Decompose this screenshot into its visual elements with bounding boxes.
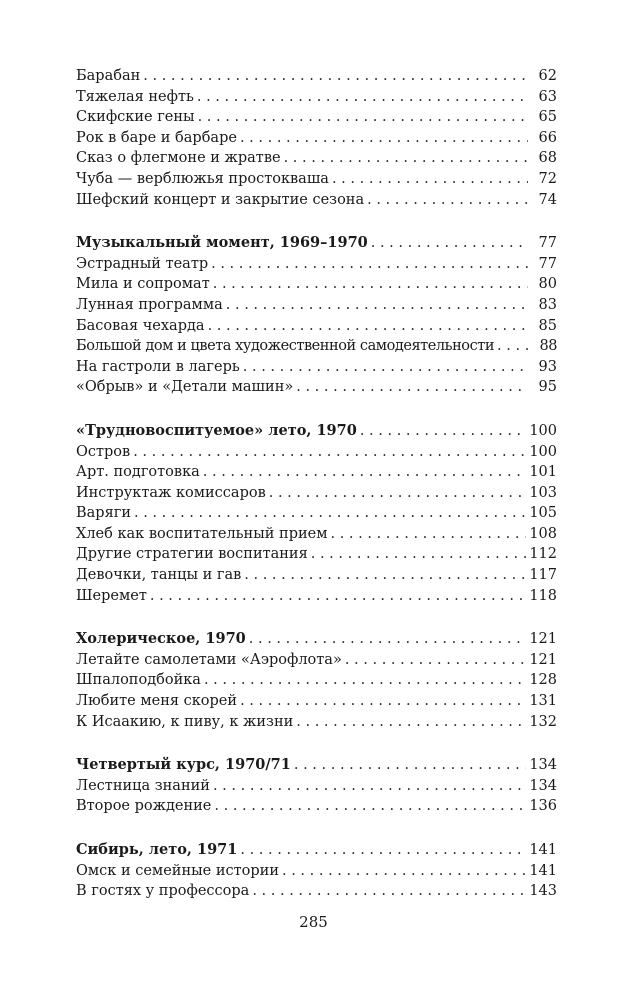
dot-leader [294,755,526,776]
dot-leader [331,524,527,545]
dot-leader [240,691,526,712]
entry-title: Эстрадный театр [76,255,209,272]
toc-entry[interactable] [76,650,557,671]
dot-leader [143,66,528,87]
section-heading-title: Четвертый курс, 1970/71 [76,756,291,774]
toc-entry[interactable] [76,87,557,108]
toc-entry[interactable] [76,274,557,295]
entry-title: «Обрыв» и «Детали машин» [76,379,294,396]
dot-leader [240,840,526,861]
entry-page: 131 [529,693,557,710]
dot-leader [332,169,528,190]
entry-page: 105 [529,505,557,522]
dot-leader [367,190,528,211]
entry-page: 103 [529,484,557,501]
entry-title: Омск и семейные истории [76,862,279,879]
toc-entry[interactable] [76,148,557,169]
entry-page: 118 [529,587,557,604]
entry-title: Девочки, танцы и гав [76,567,242,584]
dot-leader [371,233,528,254]
entry-page: 65 [538,109,557,126]
entry-title: Скифские гены [76,109,195,126]
section-heading-page: 77 [538,235,557,252]
toc-section [76,233,557,398]
entry-title: Любите меня скорей [76,693,238,710]
entry-page: 136 [529,798,557,815]
page-number: 285 [299,913,328,931]
section-heading[interactable] [76,629,557,650]
toc-entry[interactable] [76,316,557,337]
toc-entry[interactable] [76,881,557,902]
entry-title: Барабан [76,68,141,84]
dot-leader [211,254,528,275]
section-heading-page: 141 [529,842,557,858]
dot-leader [282,861,526,882]
entry-page: 121 [529,651,557,668]
entry-page: 128 [529,672,557,689]
dot-leader [213,274,528,295]
dot-leader [133,442,526,463]
entry-title: Рок в баре и барбаре [76,129,237,146]
entry-page: 68 [538,150,557,167]
dot-leader [134,503,526,524]
toc-section [76,840,557,902]
toc-entry[interactable] [76,169,557,190]
entry-page: 66 [538,129,557,146]
entry-title: Остров [76,443,131,460]
section-heading[interactable] [76,755,557,776]
entry-title: Чуба — верблюжья простокваша [76,170,329,187]
entry-page: 88 [539,338,557,355]
toc-entry[interactable] [76,190,557,211]
toc-entry[interactable] [76,357,557,378]
dot-leader [360,421,526,442]
dot-leader [208,316,528,337]
toc-section [76,755,557,817]
toc-entry[interactable] [76,254,557,275]
entry-title: Другие стратегии воспитания [76,546,308,563]
table-of-contents [76,66,557,902]
dot-leader [213,776,526,797]
entry-title: Мила и сопромат [76,276,210,293]
entry-page: 80 [538,276,557,293]
entry-title: На гастроли в лагерь [76,358,240,375]
toc-section [76,421,557,606]
entry-page: 74 [538,191,557,208]
section-heading[interactable] [76,233,557,254]
entry-page: 77 [538,255,557,272]
toc-entry[interactable] [76,861,557,882]
dot-leader [204,670,526,691]
dot-leader [203,462,527,483]
dot-leader [284,148,528,169]
dot-leader [243,357,528,378]
entry-title: Шпалоподбойка [76,672,201,689]
dot-leader [214,796,526,817]
dot-leader [296,712,526,733]
toc-entry[interactable] [76,565,557,586]
dot-leader [345,650,526,671]
entry-page: 85 [538,317,557,334]
toc-entry[interactable] [76,66,557,87]
entry-title: Второе рождение [76,798,212,815]
entry-title: Шеремет [76,587,147,604]
toc-entry[interactable] [76,295,557,316]
entry-title: В гостях у профессора [76,883,250,900]
section-heading-title: Сибирь, лето, 1971 [76,841,238,858]
entry-page: 100 [529,443,557,460]
section-heading[interactable] [76,840,557,861]
entry-page: 117 [529,567,557,584]
entry-page: 101 [529,464,557,481]
section-heading-page: 121 [529,631,557,648]
entry-page: 63 [538,88,557,105]
toc-entry[interactable] [76,796,557,817]
dot-leader [197,87,528,108]
entry-title: Шефский концерт и закрытие сезона [76,191,365,208]
section-heading-title: Музыкальный момент, 1969–1970 [76,234,368,252]
entry-title: Летайте самолетами «Аэрофлота» [76,651,342,668]
entry-title: Сказ о флегмоне и жратве [76,150,281,167]
dot-leader [240,128,528,149]
dot-leader [269,483,527,504]
toc-entry[interactable] [76,544,557,565]
entry-page: 132 [529,713,557,730]
entry-page: 141 [529,862,557,879]
dot-leader [244,565,526,586]
entry-title: Инструктаж комиссаров [76,484,266,501]
dot-leader [497,336,528,357]
section-heading-page: 100 [529,422,557,439]
toc-entry[interactable] [76,377,557,398]
toc-entry[interactable] [76,670,557,691]
toc-section [76,66,557,210]
entry-title: Варяги [76,505,131,522]
entry-title: Лестница знаний [76,777,210,794]
toc-entry[interactable] [76,336,557,357]
dot-leader [252,881,526,902]
entry-title: Лунная программа [76,296,223,313]
entry-title: Арт. подготовка [76,464,200,481]
dot-leader [226,295,528,316]
toc-entry[interactable] [76,524,557,545]
toc-entry[interactable] [76,503,557,524]
entry-title: К Исаакию, к пиву, к жизни [76,713,294,730]
entry-page: 134 [529,777,557,794]
section-heading-title: Холерическое, 1970 [76,630,246,648]
entry-page: 95 [538,379,557,396]
entry-title: Басовая чехарда [76,317,205,334]
toc-entry[interactable] [76,107,557,128]
toc-entry[interactable] [76,128,557,149]
entry-page: 108 [529,525,557,542]
entry-title: Большой дом и цвета художественной самодеятельности [76,338,495,355]
dot-leader [311,544,527,565]
entry-title: Хлеб как воспитательный прием [76,525,328,542]
section-heading-title: «Трудновоспитуемое» лето, 1970 [76,421,357,439]
entry-page: 72 [538,170,557,187]
entry-page: 143 [529,883,557,900]
entry-page: 112 [529,546,557,563]
dot-leader [249,629,527,650]
entry-page: 83 [538,296,557,313]
section-heading[interactable] [76,421,557,442]
entry-page: 93 [538,358,557,375]
toc-entry[interactable] [76,586,557,607]
toc-entry[interactable] [76,483,557,504]
toc-entry[interactable] [76,462,557,483]
toc-entry[interactable] [76,442,557,463]
toc-entry[interactable] [76,712,557,733]
dot-leader [198,107,528,128]
section-heading-page: 134 [529,757,557,774]
entry-page: 62 [538,68,557,84]
toc-entry[interactable] [76,776,557,797]
entry-title: Тяжелая нефть [76,88,194,105]
toc-entry[interactable] [76,691,557,712]
dot-leader [150,586,526,607]
toc-section [76,629,557,732]
dot-leader [296,377,528,398]
